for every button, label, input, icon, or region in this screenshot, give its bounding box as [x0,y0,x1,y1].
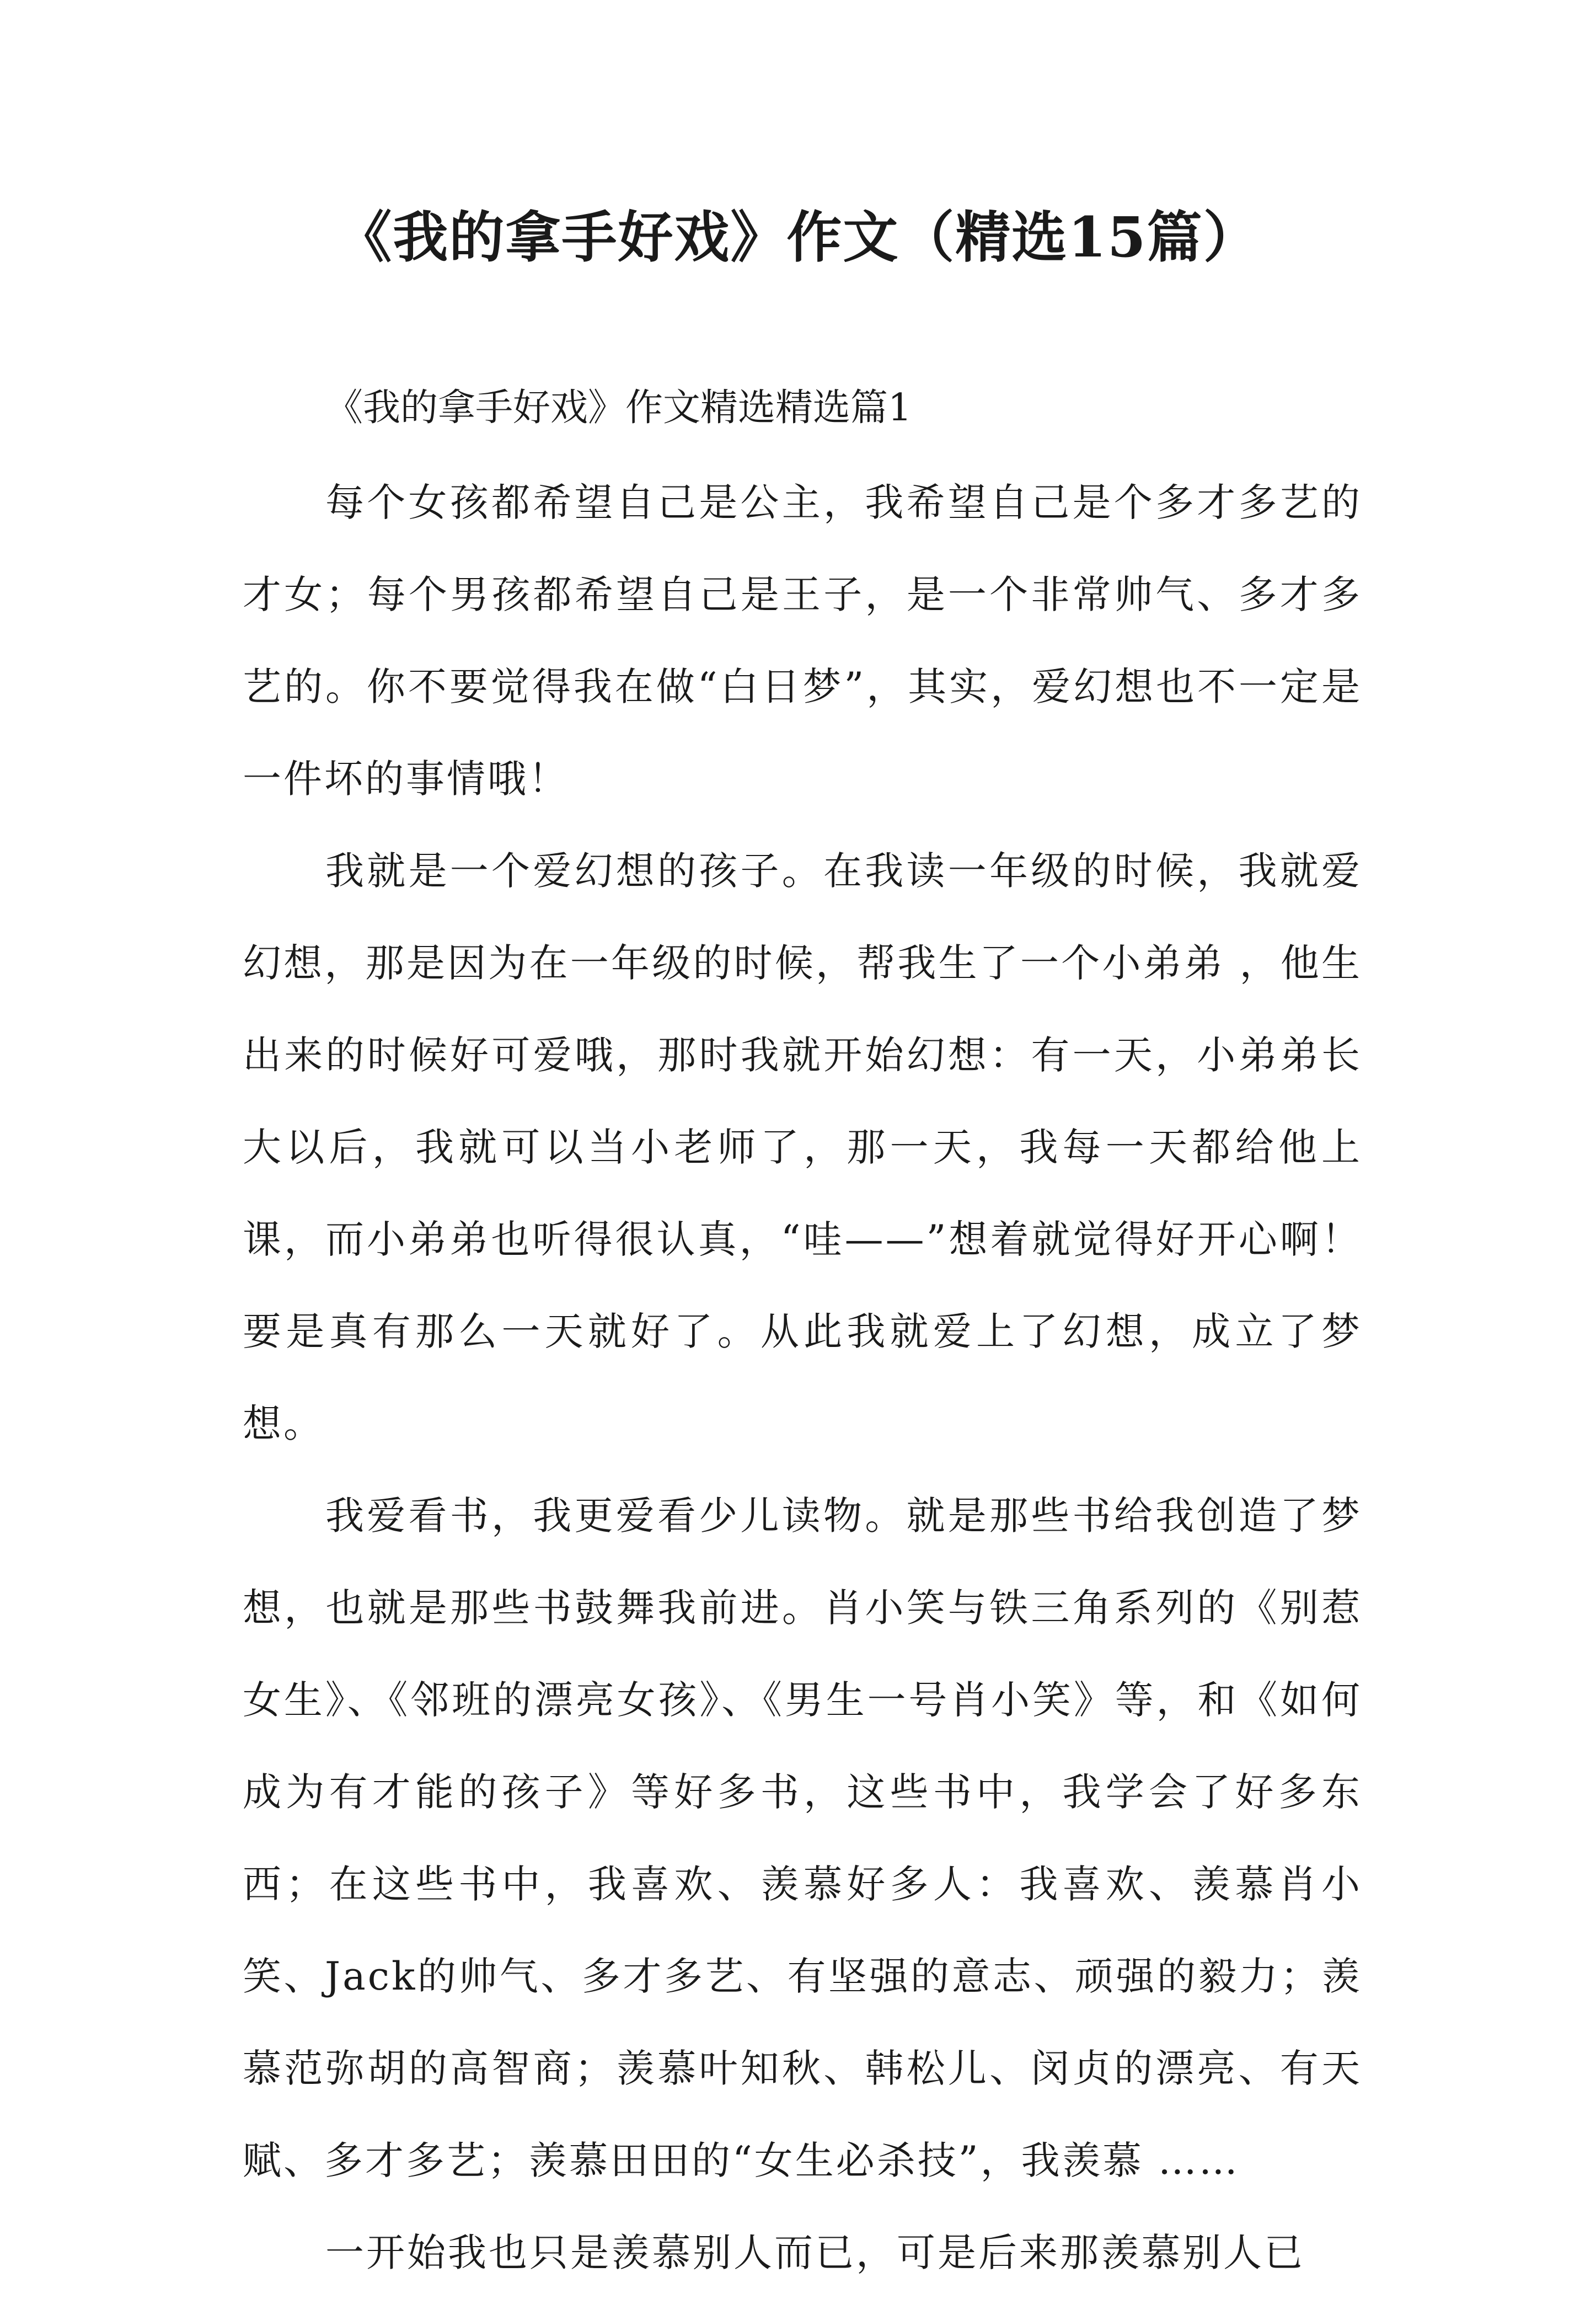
document-body [243,457,1362,2299]
document-title: 《我的拿手好戏》作文（精选15篇） [336,205,1260,270]
paragraph: 我就是一个爱幻想的孩子。在我读一年级的时候，我就爱幻想，那是因为在一年级的时候，帮我生了一个小弟弟 ，他生出来的时候好可爱哦，那时我就开始幻想：有一天，小弟弟长大以后，我就可以当小老师了，那一天，我每一天都给他上课，而小弟弟也听得很认真，“哇——”想着就觉得好开心啊！要是真有那么一天就好了。从此我就爱上了幻想，成立了梦想。 [243,848,1362,1446]
paragraph: 每个女孩都希望自己是公主，我希望自己是个多才多艺的才女；每个男孩都希望自己是王子，是一个非常帅气、多才多艺的。你不要觉得我在做“白日梦”，其实，爱幻想也不一定是一件坏的事情哦！ [243,480,1362,801]
section-heading: 《我的拿手好戏》作文精选精选篇1 [325,386,912,430]
paragraph: 一开始我也只是羡慕别人而已，可是后来那羡慕别人已 [325,2230,1305,2275]
paragraph: 我爱看书，我更爱看少儿读物。就是那些书给我创造了梦想，也就是那些书鼓舞我前进。肖小笑与铁三角系列的《别惹女生》、《邻班的漂亮女孩》、《男生一号肖小笑》等，和《如何成为有才能的孩子》等好多书，这些书中，我学会了好多东西；在这些书中，我喜欢、羡慕好多人：我喜欢、羡慕肖小笑、Jack的帅气、多才多艺、有坚强的意志、顽强的毅力；羡慕范弥胡的高智商；羡慕叶知秋、韩松儿、闵贞的漂亮、有天赋、多才多艺；羡慕田田的“女生必杀技”，我羡慕 …… [243,1493,1362,2183]
